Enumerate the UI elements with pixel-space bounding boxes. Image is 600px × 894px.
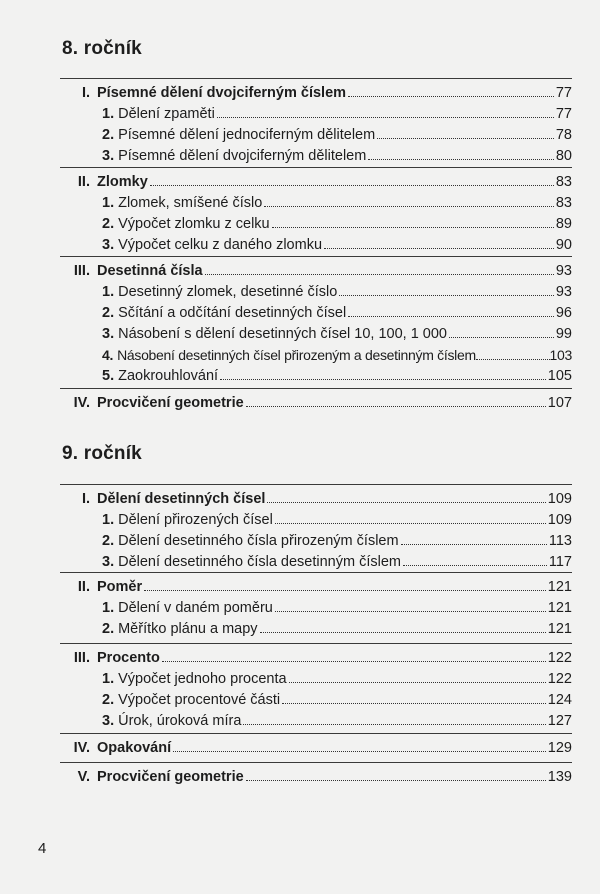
item-number: 2. <box>102 621 115 637</box>
divider <box>60 167 572 168</box>
item-page: 78 <box>555 127 572 143</box>
item-number: 1. <box>102 106 115 122</box>
chapter-number: IV. <box>73 395 90 411</box>
item-number: 2. <box>102 305 115 321</box>
item-page: 77 <box>555 106 572 122</box>
divider <box>60 572 572 573</box>
item-page: 121 <box>547 621 572 637</box>
chapter-page: 107 <box>547 395 572 411</box>
item-title: Zlomek, smíšené číslo <box>118 195 263 211</box>
chapter-page: 121 <box>547 579 572 595</box>
chapter-row <box>60 392 572 413</box>
item-number: 3. <box>102 326 115 342</box>
item-title: Dělení zpaměti <box>118 106 215 122</box>
toc-item <box>60 710 572 731</box>
toc-item <box>60 234 572 255</box>
toc-chapter <box>60 82 572 166</box>
toc-chapter <box>60 392 572 413</box>
item-number: 3. <box>102 713 115 729</box>
chapter-row <box>60 647 572 668</box>
item-title: Výpočet celku z daného zlomku <box>118 237 323 253</box>
chapter-number: V. <box>77 769 90 785</box>
chapter-page: 129 <box>547 740 572 756</box>
chapter-number: II. <box>77 174 90 190</box>
chapter-number: III. <box>73 650 90 666</box>
toc-item <box>60 530 572 551</box>
item-page: 105 <box>547 368 572 384</box>
divider <box>60 388 572 389</box>
divider <box>60 762 572 763</box>
item-title: Výpočet jednoho procenta <box>118 671 287 687</box>
item-number: 1. <box>102 195 115 211</box>
divider <box>60 733 572 734</box>
item-number: 3. <box>102 237 115 253</box>
item-page: 93 <box>555 284 572 300</box>
item-title: Písemné dělení jednociferným dělitelem <box>118 127 376 143</box>
chapter-title: Procento <box>97 650 160 666</box>
chapter-number: III. <box>73 263 90 279</box>
chapter-row <box>60 766 572 787</box>
chapter-page: 83 <box>555 174 572 190</box>
toc-chapter <box>60 647 572 731</box>
chapter-title: Desetinná čísla <box>97 263 203 279</box>
toc-item <box>60 689 572 710</box>
item-page: 80 <box>555 148 572 164</box>
chapter-row <box>60 488 572 509</box>
toc-item <box>60 509 572 530</box>
toc-item <box>60 323 572 344</box>
divider <box>60 256 572 257</box>
item-number: 2. <box>102 127 115 143</box>
toc-item <box>60 302 572 323</box>
divider <box>60 78 572 79</box>
toc-item <box>60 145 572 166</box>
toc-chapter <box>60 576 572 639</box>
item-title: Výpočet procentové části <box>118 692 281 708</box>
item-number: 1. <box>102 512 115 528</box>
item-page: 121 <box>547 600 572 616</box>
toc-item <box>60 365 572 386</box>
toc-chapter <box>60 171 572 255</box>
toc-item <box>60 281 572 302</box>
item-title: Měřítko plánu a mapy <box>118 621 258 637</box>
item-title: Dělení desetinného čísla desetinným číslem <box>118 554 401 570</box>
toc-item <box>60 103 572 124</box>
item-number: 1. <box>102 284 115 300</box>
chapter-title: Písemné dělení dvojciferným číslem <box>97 85 347 101</box>
toc-chapter <box>60 766 572 787</box>
chapter-title: Procvičení geometrie <box>97 769 244 785</box>
toc-chapter <box>60 488 572 572</box>
divider <box>60 484 572 485</box>
toc-item <box>60 668 572 689</box>
item-title: Sčítání a odčítání desetinných čísel <box>118 305 347 321</box>
item-number: 1. <box>102 671 115 687</box>
chapter-title: Dělení desetinných čísel <box>97 491 266 507</box>
item-number: 3. <box>102 148 115 164</box>
item-page: 109 <box>547 512 572 528</box>
item-title: Písemné dělení dvojciferným dělitelem <box>118 148 367 164</box>
item-number: 1. <box>102 600 115 616</box>
chapter-title: Opakování <box>97 740 172 756</box>
item-page: 96 <box>555 305 572 321</box>
item-title: Výpočet zlomku z celku <box>118 216 270 232</box>
item-page: 124 <box>547 692 572 708</box>
item-number: 2. <box>102 692 115 708</box>
chapter-page: 77 <box>555 85 572 101</box>
item-page: 113 <box>548 533 572 549</box>
toc-item <box>60 618 572 639</box>
toc-item <box>60 597 572 618</box>
chapter-number: I. <box>81 491 90 507</box>
item-page: 103 <box>549 347 572 363</box>
chapter-row <box>60 171 572 192</box>
chapter-row <box>60 576 572 597</box>
item-page: 99 <box>555 326 572 342</box>
item-number: 4. <box>102 347 114 363</box>
item-number: 2. <box>102 216 115 232</box>
toc-item <box>60 192 572 213</box>
item-page: 127 <box>547 713 572 729</box>
page-number: 4 <box>38 840 47 857</box>
chapter-title: Poměr <box>97 579 143 595</box>
chapter-page: 139 <box>547 769 572 785</box>
toc-chapter <box>60 260 572 386</box>
item-page: 89 <box>555 216 572 232</box>
chapter-number: I. <box>81 85 90 101</box>
chapter-page: 122 <box>547 650 572 666</box>
section-title: 8. ročník <box>62 38 142 59</box>
item-page: 90 <box>555 237 572 253</box>
item-page: 117 <box>548 554 572 570</box>
item-page: 122 <box>547 671 572 687</box>
toc-item <box>60 551 572 572</box>
chapter-number: II. <box>77 579 90 595</box>
chapter-row <box>60 737 572 758</box>
toc-item <box>60 124 572 145</box>
chapter-page: 93 <box>555 263 572 279</box>
item-title: Úrok, úroková míra <box>118 713 242 729</box>
item-title: Násobení s dělení desetinných čísel 10, 100, 1 000 <box>118 326 447 342</box>
item-title: Dělení desetinného čísla přirozeným číslem <box>118 533 399 549</box>
toc-item <box>60 213 572 234</box>
item-number: 2. <box>102 533 115 549</box>
item-number: 5. <box>102 368 115 384</box>
chapter-number: IV. <box>73 740 90 756</box>
item-title: Dělení v daném poměru <box>118 600 273 616</box>
chapter-title: Procvičení geometrie <box>97 395 244 411</box>
item-number: 3. <box>102 554 115 570</box>
section-title: 9. ročník <box>62 443 142 464</box>
toc-item <box>60 344 572 365</box>
divider <box>60 643 572 644</box>
item-title: Zaokrouhlování <box>118 368 219 384</box>
chapter-row <box>60 260 572 281</box>
chapter-title: Zlomky <box>97 174 148 190</box>
item-title: Desetinný zlomek, desetinné číslo <box>118 284 338 300</box>
item-title: Dělení přirozených čísel <box>118 512 273 528</box>
chapter-row <box>60 82 572 103</box>
toc-chapter <box>60 737 572 758</box>
item-title: Násobení desetinných čísel přirozeným a desetinným číslem <box>117 347 476 363</box>
chapter-page: 109 <box>547 491 572 507</box>
item-page: 83 <box>555 195 572 211</box>
